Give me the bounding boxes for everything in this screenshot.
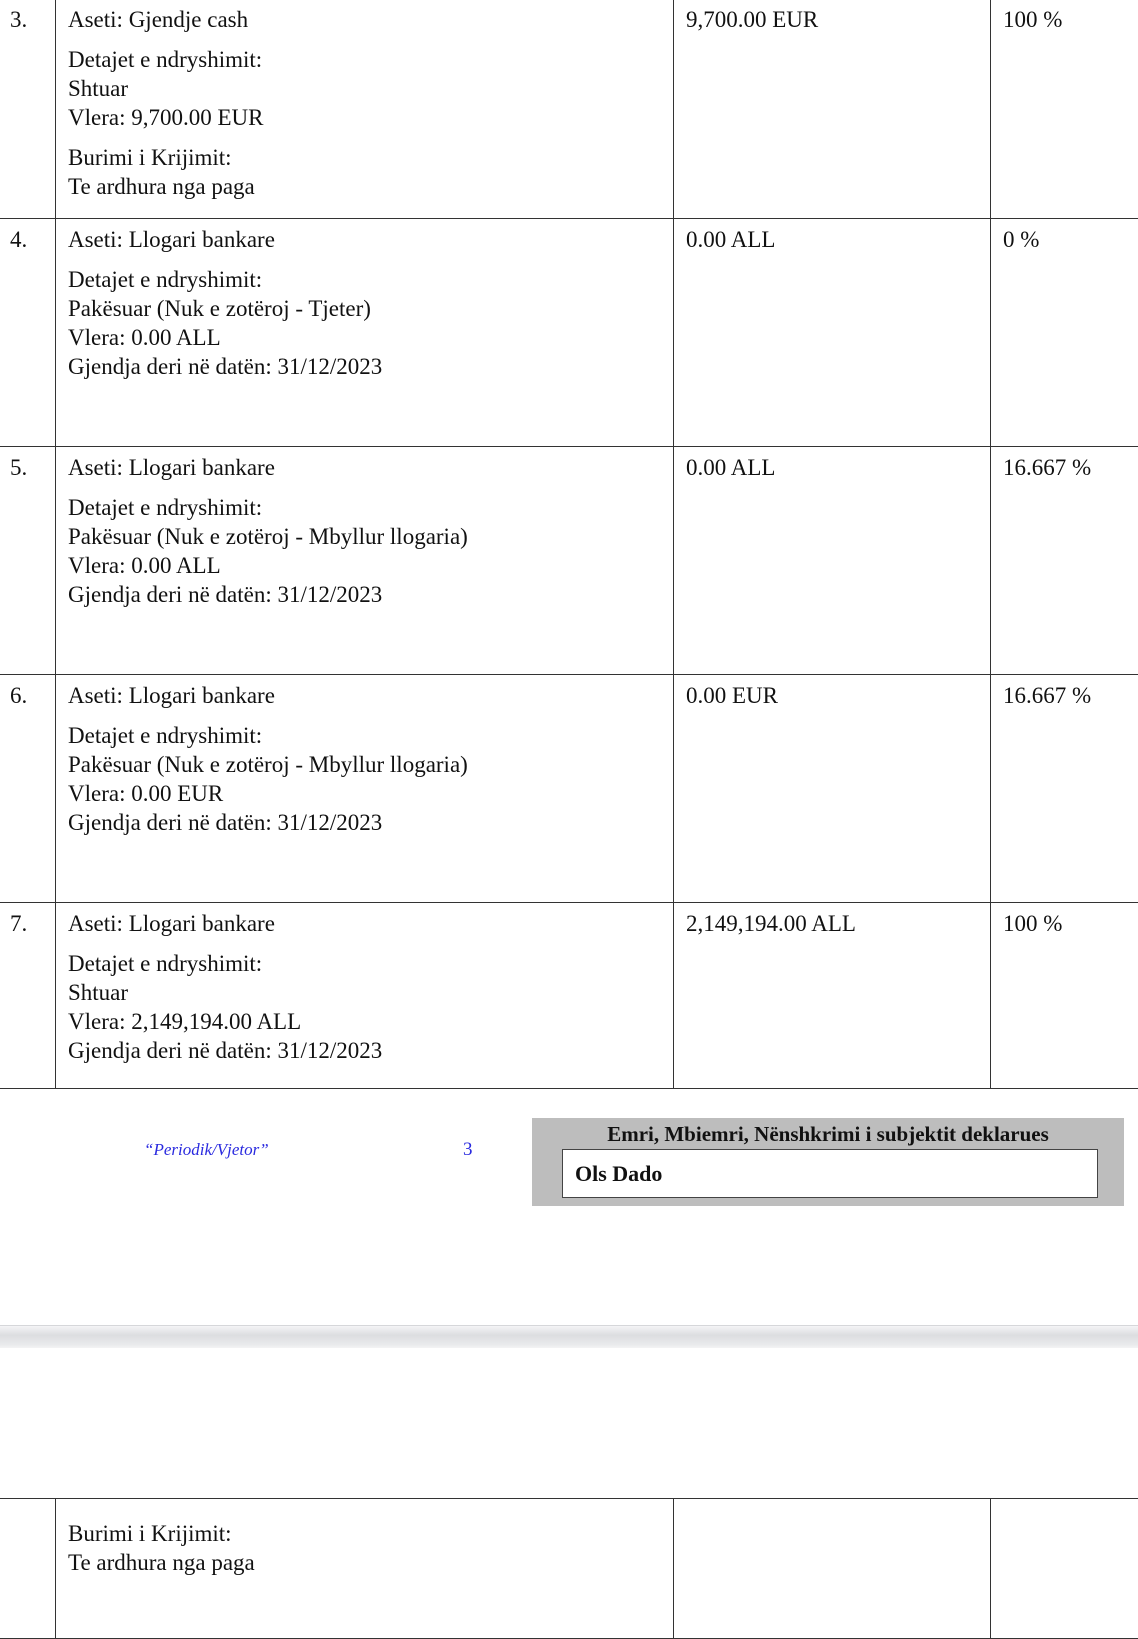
page-number: 3 — [463, 1139, 473, 1161]
details-label: Detajet e ndryshimit: — [68, 493, 661, 522]
source-label: Burimi i Krijimit: — [68, 1519, 661, 1548]
value-line: Vlera: 0.00 ALL — [68, 551, 661, 580]
date-line: Gjendja deri në datën: 31/12/2023 — [68, 808, 661, 837]
asset-title: Aseti: Gjendje cash — [68, 5, 661, 34]
asset-amount: 0.00 ALL — [674, 447, 991, 675]
row-number — [0, 1499, 56, 1639]
change-type: Pakësuar (Nuk e zotëroj - Tjeter) — [68, 294, 661, 323]
source-value: Te ardhura nga paga — [68, 172, 661, 201]
change-type: Shtuar — [68, 978, 661, 1007]
asset-description — [56, 447, 674, 675]
asset-share: 0 % — [991, 219, 1138, 447]
page-separator — [0, 1325, 1138, 1350]
table-row — [0, 219, 1138, 447]
asset-amount: 9,700.00 EUR — [674, 0, 991, 219]
asset-amount: 2,149,194.00 ALL — [674, 903, 991, 1089]
value-line: Vlera: 0.00 ALL — [68, 323, 661, 352]
details-label: Detajet e ndryshimit: — [68, 949, 661, 978]
change-type: Shtuar — [68, 74, 661, 103]
asset-title: Aseti: Llogari bankare — [68, 225, 661, 254]
asset-description — [56, 903, 674, 1089]
asset-description — [56, 219, 674, 447]
period-label: “Periodik/Vjetor” — [144, 1140, 269, 1160]
date-line: Gjendja deri në datën: 31/12/2023 — [68, 580, 661, 609]
source-value: Te ardhura nga paga — [68, 1548, 661, 1577]
row-number: 7. — [0, 903, 56, 1089]
asset-amount: 0.00 EUR — [674, 675, 991, 903]
date-line: Gjendja deri në datën: 31/12/2023 — [68, 1036, 661, 1065]
date-line: Gjendja deri në datën: 31/12/2023 — [68, 352, 661, 381]
signature-box — [532, 1118, 1124, 1206]
row-number: 6. — [0, 675, 56, 903]
table-row — [0, 675, 1138, 903]
asset-share: 100 % — [991, 0, 1138, 219]
asset-title: Aseti: Llogari bankare — [68, 681, 661, 710]
value-line: Vlera: 9,700.00 EUR — [68, 103, 661, 132]
asset-share: 16.667 % — [991, 675, 1138, 903]
table-row — [0, 903, 1138, 1089]
asset-share: 100 % — [991, 903, 1138, 1089]
table-row — [0, 1499, 1138, 1639]
signature-label: Emri, Mbiemri, Nënshkrimi i subjektit deklarues — [532, 1122, 1124, 1147]
continuation-table — [0, 1498, 1138, 1639]
value-line: Vlera: 2,149,194.00 ALL — [68, 1007, 661, 1036]
details-label: Detajet e ndryshimit: — [68, 265, 661, 294]
document-page-next — [0, 1348, 1138, 1628]
table-row — [0, 0, 1138, 219]
asset-title: Aseti: Llogari bankare — [68, 453, 661, 482]
row-number: 5. — [0, 447, 56, 675]
row-number: 3. — [0, 0, 56, 219]
source-label: Burimi i Krijimit: — [68, 143, 661, 172]
table-row — [0, 447, 1138, 675]
asset-description — [56, 675, 674, 903]
asset-description — [56, 0, 674, 219]
asset-title: Aseti: Llogari bankare — [68, 909, 661, 938]
details-label: Detajet e ndryshimit: — [68, 45, 661, 74]
asset-amount — [674, 1499, 991, 1639]
asset-share: 16.667 % — [991, 447, 1138, 675]
details-label: Detajet e ndryshimit: — [68, 721, 661, 750]
value-line: Vlera: 0.00 EUR — [68, 779, 661, 808]
asset-description — [56, 1499, 674, 1639]
asset-amount: 0.00 ALL — [674, 219, 991, 447]
page-footer — [0, 1115, 1138, 1215]
change-type: Pakësuar (Nuk e zotëroj - Mbyllur llogaria) — [68, 522, 661, 551]
signature-name: Ols Dado — [562, 1149, 1098, 1198]
row-number: 4. — [0, 219, 56, 447]
change-type: Pakësuar (Nuk e zotëroj - Mbyllur llogaria) — [68, 750, 661, 779]
asset-share — [991, 1499, 1138, 1639]
